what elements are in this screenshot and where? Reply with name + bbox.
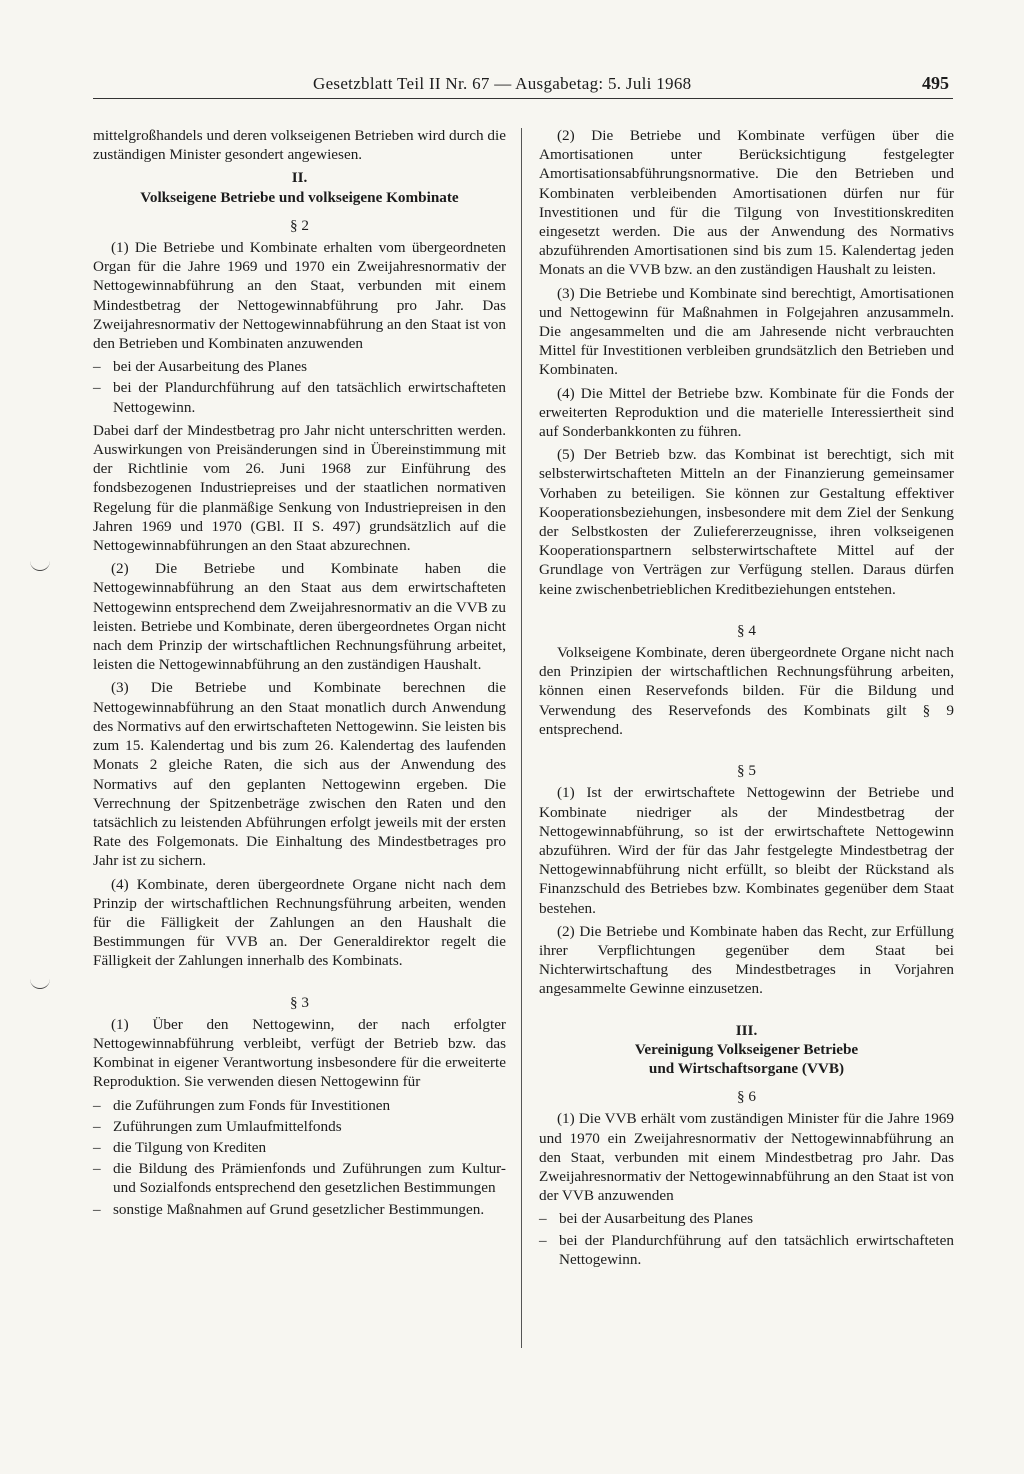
paragraph: (1) Die VVB erhält vom zuständigen Minister für die Jahre 1969 und 1970 ein Zweijahresnormativ der Nettogewinnabführung an den Staat, verbunden mit einem Mindestbetrag pro Jahr. Das Zweijahresnormativ der Nettogewinnabführung an den Staat ist von der VVB anzuwenden (539, 1110, 954, 1205)
section-heading: § 6 (737, 1088, 756, 1106)
chapter-title: Volkseigene Betriebe und volkseigene Kombinate (140, 188, 459, 206)
paragraph: (1) Ist der erwirtschaftete Nettogewinn der Betriebe und Kombinate niedriger als der Mindestbetrag der Nettogewinnabführung, so ist der erwirtschaftete Nettogewinn abzuführen. Wird der für das Jahr festgelegte Mindestbetrag der Nettogewinnabführung nicht erfüllt, so bleibt der Rückstand als Finanzschuld des Betriebes bzw. Kombinates gegenüber dem Staat bestehen. (539, 784, 954, 917)
section-heading: § 3 (290, 993, 309, 1011)
list-item: – die Bildung des Prämienfonds und Zuführungen zum Kultur- und Sozialfonds entsprechend den gesetzlichen Bestimmungen (93, 1159, 506, 1197)
list-item: – bei der Ausarbeitung des Planes (93, 357, 506, 376)
list-item: – bei der Plandurchführung auf den tatsächlich erwirtschafteten Nettogewinn. (93, 378, 506, 416)
intro-paragraph: mittelgroßhandels und deren volkseigenen Betrieben wird durch die zuständigen Minister gesondert angewiesen. (93, 127, 506, 164)
list-item: – Zuführungen zum Umlaufmittelfonds (93, 1117, 506, 1136)
page-header (93, 72, 953, 99)
left-column (93, 126, 506, 1223)
chapter-number: II. (291, 169, 308, 187)
margin-mark (30, 560, 50, 571)
paragraph: (1) Über den Nettogewinn, der nach erfolgter Nettogewinnabführung verbleibt, verfügt der Betrieb bzw. das Kombinat in eigener Verantwortung insbesondere für die erweiterte Reproduktion. Sie verwenden diesen Nettogewinn für (93, 1015, 506, 1091)
gazette-title: Gesetzblatt Teil II Nr. 67 — Ausgabetag: 5. Juli 1968 (313, 74, 692, 93)
section-heading: § 4 (737, 621, 756, 639)
dash-list (93, 1096, 506, 1219)
dash-list (539, 1209, 954, 1269)
section-heading: § 5 (737, 762, 756, 780)
dash-list (93, 357, 506, 417)
margin-mark (30, 978, 50, 989)
section-heading: § 2 (290, 216, 309, 234)
page-number: 495 (922, 73, 949, 93)
paragraph: Dabei darf der Mindestbetrag pro Jahr nicht unterschritten werden. Auswirkungen von Preisänderungen sind in Übereinstimmung mit der Richtlinie vom 26. Juni 1968 zur Einführung des fondsbezogenen Industriepreises und der staatlichen normativen Regelung für die planmäßige Senkung von Industriepreisen in den Jahren 1969 und 1970 (GBl. II S. 497) grundsätzlich auf die Nettogewinnabführungen an den Staat abzurechnen. (93, 421, 506, 555)
paragraph: (5) Der Betrieb bzw. das Kombinat ist berechtigt, sich mit selbsterwirtschafteten Mitteln an der Finanzierung gemeinsamer Vorhaben zu beteiligen. Sie können zur Gestaltung effektiver Kooperationsbeziehungen, insbesondere mit dem Ziel der Senkung der Selbstkosten der Zuliefererzeugnisse, ihren volkseigenen Kooperationspartnern selbsterwirtschaftete Mittel auf der Grundlage von Verträgen zur Verfügung stellen. Daraus dürfen keine zwischenbetrieblichen Kreditbeziehungen entstehen. (539, 446, 954, 598)
paragraph: (4) Kombinate, deren übergeordnete Organe nicht nach dem Prinzip der wirtschaftlichen Rechnungsführung arbeiten, wenden für die Fälligkeit der Zahlungen an den Haushalt die Bestimmungen für VVB an. Der Generaldirektor regelt die Fälligkeit der Zahlungen innerhalb des Kombinats. (93, 875, 506, 970)
column-divider (521, 128, 522, 1348)
list-item: – sonstige Maßnahmen auf Grund gesetzlicher Bestimmungen. (93, 1200, 506, 1219)
list-item: – bei der Ausarbeitung des Planes (539, 1209, 954, 1228)
chapter-title: und Wirtschaftsorgane (VVB) (648, 1059, 845, 1077)
paragraph: (1) Die Betriebe und Kombinate erhalten vom übergeordneten Organ für die Jahre 1969 und 1970 ein Zweijahresnormativ der Nettogewinnabführung an den Staat, verbunden mit einem Mindestbetrag der Nettogewinnabführung pro Jahr. Das Zweijahresnormativ der Nettogewinnabführung an den Staat ist von den Betrieben und Kombinaten anzuwenden (93, 239, 506, 353)
chapter-title: Vereinigung Volkseigener Betriebe (634, 1040, 859, 1058)
chapter-number: III. (735, 1021, 758, 1039)
paragraph: (4) Die Mittel der Betriebe bzw. Kombinate für die Fonds der erweiterten Reproduktion und die materielle Interessiertheit sind auf Sonderbankkonten zu führen. (539, 384, 954, 441)
paragraph: (3) Die Betriebe und Kombinate berechnen die Nettogewinnabführung an den Staat monatlich durch Anwendung des Normativs auf den erwirtschafteten Nettogewinn. Sie leisten bis zum 15. Kalendertag und bis zum 26. Kalendertag des laufenden Monats 2 gleiche Raten, die sich aus der Anwendung des Normativs auf den geplanten Nettogewinn ergeben. Die Verrechnung der Spitzenbeträge zwischen den Raten und den tatsächlich zu leistenden Abführungen erfolgt jeweils mit der ersten Rate des Folgemonats. Die Einhaltung des Mindestbetrages pro Jahr ist zu sichern. (93, 679, 506, 870)
paragraph: (3) Die Betriebe und Kombinate sind berechtigt, Amortisationen und Nettogewinn für Maßnahmen in Folgejahren anzusammeln. Die angesammelten und die am Jahresende nicht verbrauchten Mittel für Investitionen verbleiben grundsätzlich den Betrieben und Kombinaten. (539, 284, 954, 379)
list-item: – bei der Plandurchführung auf den tatsächlich erwirtschafteten Nettogewinn. (539, 1231, 954, 1269)
paragraph: (2) Die Betriebe und Kombinate haben die Nettogewinnabführung an den Staat aus dem erwirtschafteten Nettogewinn entsprechend dem Zweijahresnormativ an die VVB zu leisten. Betriebe und Kombinate, deren übergeordnetes Organ nicht nach dem Prinzip der wirtschaftlichen Rechnungsführung arbeitet, leisten die Nettogewinnabführung an den zuständigen Haushalt. (93, 560, 506, 674)
paragraph: (2) Die Betriebe und Kombinate verfügen über die Amortisationen unter Berücksichtigung festgelegter Amortisationsabführungsnormative. Die den Betrieben und Kombinaten verbleibenden Amortisationen dürfen nur für Investitionen und für die Tilgung von Investitionskrediten eingesetzt werden. Die aus der Anwendung des Normativs abzuführenden Amortisationen sind bis zum 15. Kalendertag jeden Monats an die VVB bzw. an den zuständigen Haushalt zu leisten. (539, 127, 954, 279)
list-item: – die Tilgung von Krediten (93, 1138, 506, 1157)
paragraph: Volkseigene Kombinate, deren übergeordnete Organe nicht nach den Prinzipien der wirtschaftlichen Rechnungsführung arbeiten, können einen Reservefonds bilden. Für die Bildung und Verwendung des Reservefonds des Kombinats gilt § 9 entsprechend. (539, 644, 954, 738)
right-column (539, 126, 954, 1273)
list-item: – die Zuführungen zum Fonds für Investitionen (93, 1096, 506, 1115)
paragraph: (2) Die Betriebe und Kombinate haben das Recht, zur Erfüllung ihrer Verpflichtungen gegenüber dem Staat bei Nichterwirtschaftung des Mindestbetrages in Vorjahren angesammelte Gewinne einzusetzen. (539, 922, 954, 998)
